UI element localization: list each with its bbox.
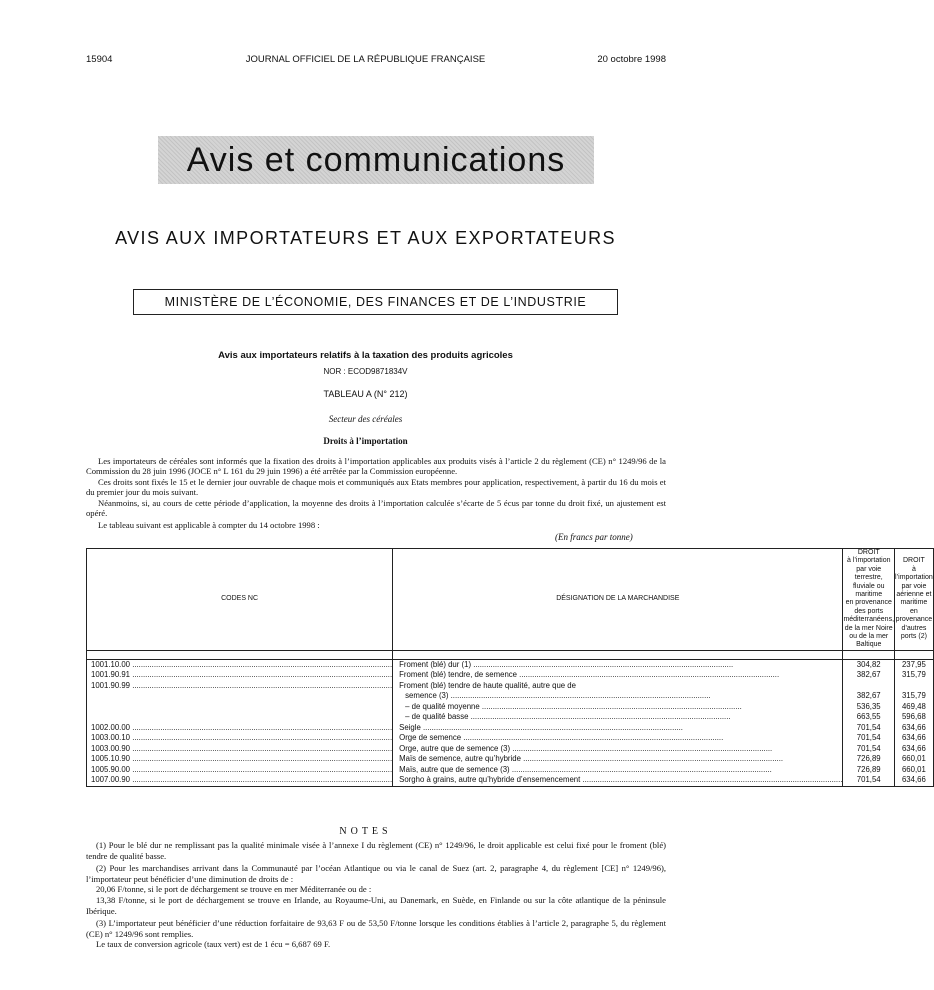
droit-1-value: 536,35 <box>856 701 881 711</box>
header-droit-1 <box>843 549 895 651</box>
conversion-rate: Le taux de conversion agricole (taux vert) est de 1 écu = 6,687 69 F. <box>96 939 331 950</box>
droit-2-value: 315,79 <box>901 670 926 680</box>
designation-text: Seigle ........................................................................................................................ <box>399 722 683 732</box>
nc-code: 1001.90.99 ........................................................................................................................ <box>91 680 393 690</box>
paragraph-1: Les importateurs de céréales sont informés que la fixation des droits à l’importation applicables aux produits visés à l’article 2 du règlement (CE) n° 1249/96 de la Commission du 28 juin 1996 (JOCE n° L 161 du 29 juin 1996) a été arrêtée par la Commission européenne. <box>86 456 666 476</box>
droit1-line: à l’importation par voie <box>846 557 891 573</box>
droit-2-value: 660,01 <box>901 754 926 764</box>
droit-1-value: 304,82 <box>856 659 881 669</box>
droit2-line: d’autres ports (2) <box>900 624 927 641</box>
droit2-line: en provenance <box>895 607 933 624</box>
droit-1-value: 701,54 <box>856 743 881 753</box>
table-spacer-row <box>87 650 934 659</box>
droit-2-value: 315,79 <box>901 691 926 701</box>
nc-code: 1007.00.90 ........................................................................................................................ <box>91 775 393 785</box>
note-3: (3) L’importateur peut bénéficier d’une réduction forfaitaire de 93,63 F ou de 53,50 F/tonne lorsque les conditions établies à l’article 2, paragraphe 5, du règlement (CE) n° 1249/96 sont remplies. <box>86 918 666 939</box>
notes-title: NOTES <box>339 826 392 837</box>
nc-code <box>91 712 392 723</box>
droit-1-value: 726,89 <box>856 764 881 774</box>
tableau-label: TABLEAU A (N° 212) <box>323 389 408 399</box>
nc-code: 1001.90.91 ........................................................................................................................ <box>91 670 393 680</box>
designation-text: – de qualité moyenne ........................................................................................................................ <box>405 701 742 711</box>
designation-text: Orge de semence ........................................................................................................................ <box>399 733 724 743</box>
nc-code <box>91 691 392 702</box>
issue-date: 20 octobre 1998 <box>597 54 666 65</box>
designation-text: Froment (blé) dur (1) ........................................................................................................................ <box>399 659 734 669</box>
droit1-line: de la mer Noire <box>844 624 893 632</box>
nc-code: 1003.00.10 ........................................................................................................................ <box>91 733 393 743</box>
droit1-line: DROIT <box>857 549 880 556</box>
droit-1-value: 382,67 <box>856 691 881 701</box>
droit2-line: DROIT <box>903 557 925 565</box>
ministry-box: MINISTÈRE DE L’ÉCONOMIE, DES FINANCES ET DE L’INDUSTRIE <box>133 289 618 315</box>
designation-text: semence (3) ........................................................................................................................ <box>405 691 711 701</box>
droit1-line: ou de la mer Baltique <box>849 633 889 649</box>
droit-1-value <box>843 681 894 692</box>
droit-1-value: 701,54 <box>856 722 881 732</box>
nc-code: 1002.00.00 ........................................................................................................................ <box>91 722 393 732</box>
banner-text: Avis et communications <box>186 140 566 179</box>
notes-section <box>86 840 666 950</box>
droit-2-value: 596,68 <box>901 712 926 722</box>
droit-1-value: 701,54 <box>856 733 881 743</box>
table-header-row <box>87 549 934 651</box>
notice-title: Avis aux importateurs relatifs à la taxation des produits agricoles <box>218 350 513 361</box>
paragraph-2: Ces droits sont fixés le 15 et le dernier jour ouvrable de chaque mois et communiqués aux Etats membres pour application, respectivement, à partir du 16 du mois et du premier jour du mois suivant. <box>86 477 666 497</box>
droit-1-value: 726,89 <box>856 754 881 764</box>
note-2: (2) Pour les marchandises arrivant dans la Communauté par l’océan Atlantique ou via le canal de Suez (art. 2, paragraphe 4, du règlement [CE] n° 1249/96), l’importateur peut bénéficier d’une diminution de droits de : <box>86 863 666 884</box>
note-2b: 13,38 F/tonne, si le port de déchargement se trouve en Irlande, au Royaume-Uni, au Danemark, en Suède, en Finlande ou sur la côte atlantique de la péninsule Ibérique. <box>86 894 666 916</box>
designation-text: Froment (blé) tendre, de semence ........................................................................................................................ <box>399 670 780 680</box>
designation-text: Maïs, autre que de semence (3) ........................................................................................................................ <box>399 764 772 774</box>
header-designation: DÉSIGNATION DE LA MARCHANDISE <box>393 549 843 651</box>
droit2-line: aérienne et maritime <box>896 591 932 607</box>
droit-1-value: 382,67 <box>856 670 881 680</box>
unit-note: (En francs par tonne) <box>555 532 633 542</box>
designation-text: Orge, autre que de semence (3) ........................................................................................................................ <box>399 743 773 753</box>
droit-1-value: 701,54 <box>856 775 881 785</box>
duties-table <box>86 548 934 787</box>
nor-reference: NOR : ECOD9871834V <box>323 367 408 376</box>
droit1-line: terrestre, fluviale ou maritime <box>852 574 885 599</box>
section-banner <box>158 136 594 184</box>
droit-2-value: 237,95 <box>901 659 926 669</box>
droit-2-value <box>895 681 933 692</box>
droit-2-column <box>895 659 934 786</box>
designation-text: – de qualité basse ........................................................................................................................ <box>405 712 731 722</box>
nc-code: 1001.10.00 ........................................................................................................................ <box>91 659 393 669</box>
page-number: 15904 <box>86 54 113 65</box>
droit1-line: méditerranéens, <box>843 616 895 624</box>
droit-2-value: 634,66 <box>901 722 926 732</box>
droit-2-value: 469,48 <box>901 701 926 711</box>
designation-column <box>393 659 843 786</box>
nc-code: 1005.90.00 ........................................................................................................................ <box>91 764 393 774</box>
nc-code <box>91 702 392 713</box>
table-body <box>87 659 934 786</box>
droit2-line: à l’importation par voie <box>895 565 933 590</box>
section-title: AVIS AUX IMPORTATEURS ET AUX EXPORTATEURS <box>115 228 616 248</box>
header-droit-2 <box>895 549 934 651</box>
journal-title: JOURNAL OFFICIEL DE LA RÉPUBLIQUE FRANÇAISE <box>245 54 486 65</box>
droit-1-column <box>843 659 895 786</box>
sector-label: Secteur des céréales <box>328 414 403 424</box>
note-1: (1) Pour le blé dur ne remplissant pas la qualité minimale visée à l’annexe I du règlement (CE) n° 1249/96, le droit applicable est celui fixé pour le froment (blé) tendre de qualité basse. <box>86 840 666 861</box>
nc-code: 1005.10.90 ........................................................................................................................ <box>91 754 393 764</box>
header-codes: CODES NC <box>87 549 393 651</box>
codes-column <box>87 659 393 786</box>
designation-text: Maïs de semence, autre qu’hybride ........................................................................................................................ <box>399 754 784 764</box>
note-2a: 20,06 F/tonne, si le port de déchargement se trouve en mer Méditerranée ou de : <box>96 884 372 895</box>
droit-2-value: 634,66 <box>901 743 926 753</box>
droit-2-value: 634,66 <box>901 733 926 743</box>
designation-text: Froment (blé) tendre de haute qualité, autre que de <box>399 680 576 690</box>
paragraph-3: Néanmoins, si, au cours de cette période d’application, la moyenne des droits à l’importation calculée s’écarte de 5 écus par tonne du droit fixé, un ajustement est opéré. <box>86 498 666 518</box>
nc-code: 1003.00.90 ........................................................................................................................ <box>91 743 393 753</box>
paragraph-4: Le tableau suivant est applicable à compter du 14 octobre 1998 : <box>98 520 320 530</box>
designation-text: Sorgho à grains, autre qu’hybride d’ensemencement ........................................................................................................................ <box>399 775 843 785</box>
droit1-line: en provenance des ports <box>845 599 892 615</box>
droit-2-value: 660,01 <box>901 764 926 774</box>
notice-subtitle: Droits à l’importation <box>323 436 408 446</box>
droit-1-value: 663,55 <box>856 712 881 722</box>
droit-2-value: 634,66 <box>901 775 926 785</box>
